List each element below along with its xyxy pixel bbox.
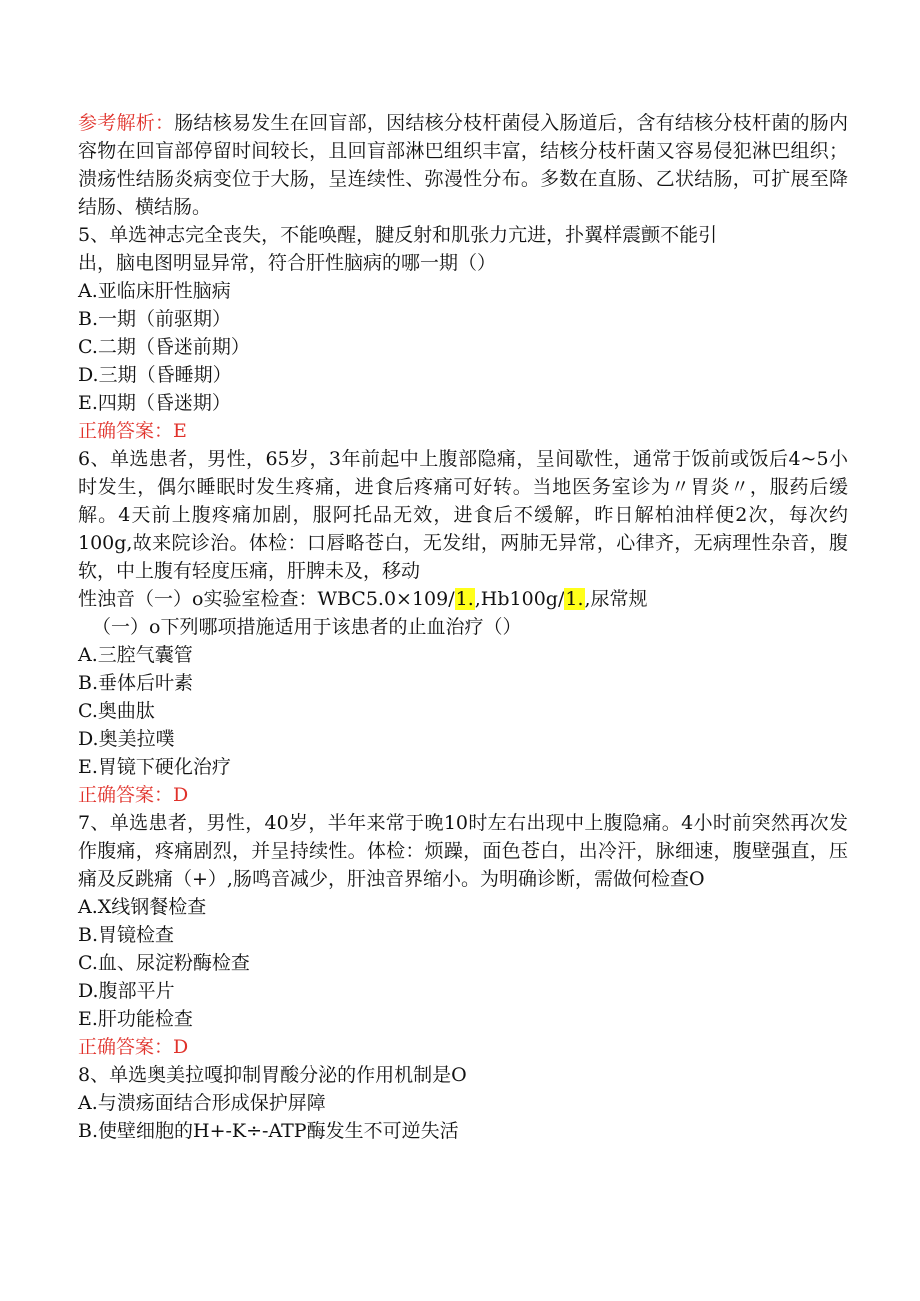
question-5-option-a: A.亚临床肝性脑病 [78,280,231,302]
question-6-option-b: B.垂体后叶素 [78,672,194,694]
question-8-option-b: B.使壁细胞的H+-K÷-ATP酶发生不可逆失活 [78,1120,459,1142]
question-6-option-c: C.奥曲肽 [78,700,155,722]
question-6-option-d: D.奥美拉噗 [78,728,175,750]
reference-analysis-label: 参考解析： [78,112,175,134]
question-8 [78,1061,848,1145]
question-6-highlight-1: 1. [455,588,474,610]
question-8-option-a: A.与溃疡面结合形成保护屏障 [78,1092,326,1114]
question-7-option-e: E.肝功能检查 [78,1008,193,1030]
question-6-option-a: A.三腔气囊管 [78,644,193,666]
reference-analysis [78,109,848,221]
question-5-option-e: E.四期（昏迷期） [78,392,231,414]
question-5 [78,221,848,445]
question-7 [78,809,848,1061]
question-5-answer: 正确答案：E [78,420,187,442]
reference-analysis-text: 肠结核易发生在回盲部，因结核分枝杆菌侵入肠道后，含有结核分枝杆菌的肠内容物在回盲部停留时间较长，且回盲部淋巴组织丰富，结核分枝杆菌又容易侵犯淋巴组织；溃疡性结肠炎病变位于大肠，呈连续性、弥漫性分布。多数在直肠、乙状结肠，可扩展至降结肠、横结肠。 [78,112,848,218]
question-5-stem-line-1: 5、单选神志完全丧失，不能唤醒，腱反射和肌张力亢进，扑翼样震颤不能引 [78,224,718,246]
question-6-option-e: E.胃镜下硬化治疗 [78,756,231,778]
question-5-option-b: B.一期（前驱期） [78,308,232,330]
question-7-stem: 7、单选患者，男性，40岁，半年来常于晚10时左右出现中上腹隐痛。4小时前突然再次发作腹痛，疼痛剧烈，并呈持续性。体检：烦躁，面色苍白，出冷汗，脉细速，腹壁强直，压痛及反跳痛（+）,肠鸣音减少，肝浊音界缩小。为明确诊断，需做何检查O [78,812,848,890]
question-6-lab-text-c: ,尿常规 [584,588,648,610]
question-6-stem: 6、单选患者，男性，65岁，3年前起中上腹部隐痛，呈间歇性，通常于饭前或饭后4~5小时发生，偶尔睡眠时发生疼痛，进食后疼痛可好转。当地医务室诊为〃胃炎〃，服药后缓解。4天前上腹疼痛加剧，服阿托品无效，进食后不缓解，昨日解柏油样便2次，每次约100g,故来院诊治。体检：口唇略苍白，无发绀，两肺无异常，心律齐，无病理性杂音，腹软，中上腹有轻度压痛，肝脾未及，移动 [78,448,848,582]
question-6-question: （一）o下列哪项措施适用于该患者的止血治疗（） [92,616,522,638]
question-5-stem-line-2: 出，脑电图明显异常，符合肝性脑病的哪一期（） [78,252,497,274]
question-6-highlight-2: 1. [565,588,584,610]
question-6-lab-text-a: 性浊音（一）o实验室检查：WBC5.0×109/ [78,588,455,610]
question-7-answer: 正确答案：D [78,1036,189,1058]
question-6-lab-text-b: ,Hb100g/ [474,588,565,610]
question-7-option-a: A.X线钢餐检查 [78,896,207,918]
question-7-option-c: C.血、尿淀粉酶检查 [78,952,250,974]
question-6-stem-last-line [78,585,848,613]
question-5-option-d: D.三期（昏睡期） [78,364,232,386]
document-body [78,109,848,1145]
question-8-stem: 8、单选奥美拉嘎抑制胃酸分泌的作用机制是O [78,1064,467,1086]
question-6 [78,445,848,809]
question-5-option-c: C.二期（昏迷前期） [78,336,250,358]
question-7-option-b: B.胃镜检查 [78,924,175,946]
question-7-option-d: D.腹部平片 [78,980,175,1002]
question-6-answer: 正确答案：D [78,784,189,806]
